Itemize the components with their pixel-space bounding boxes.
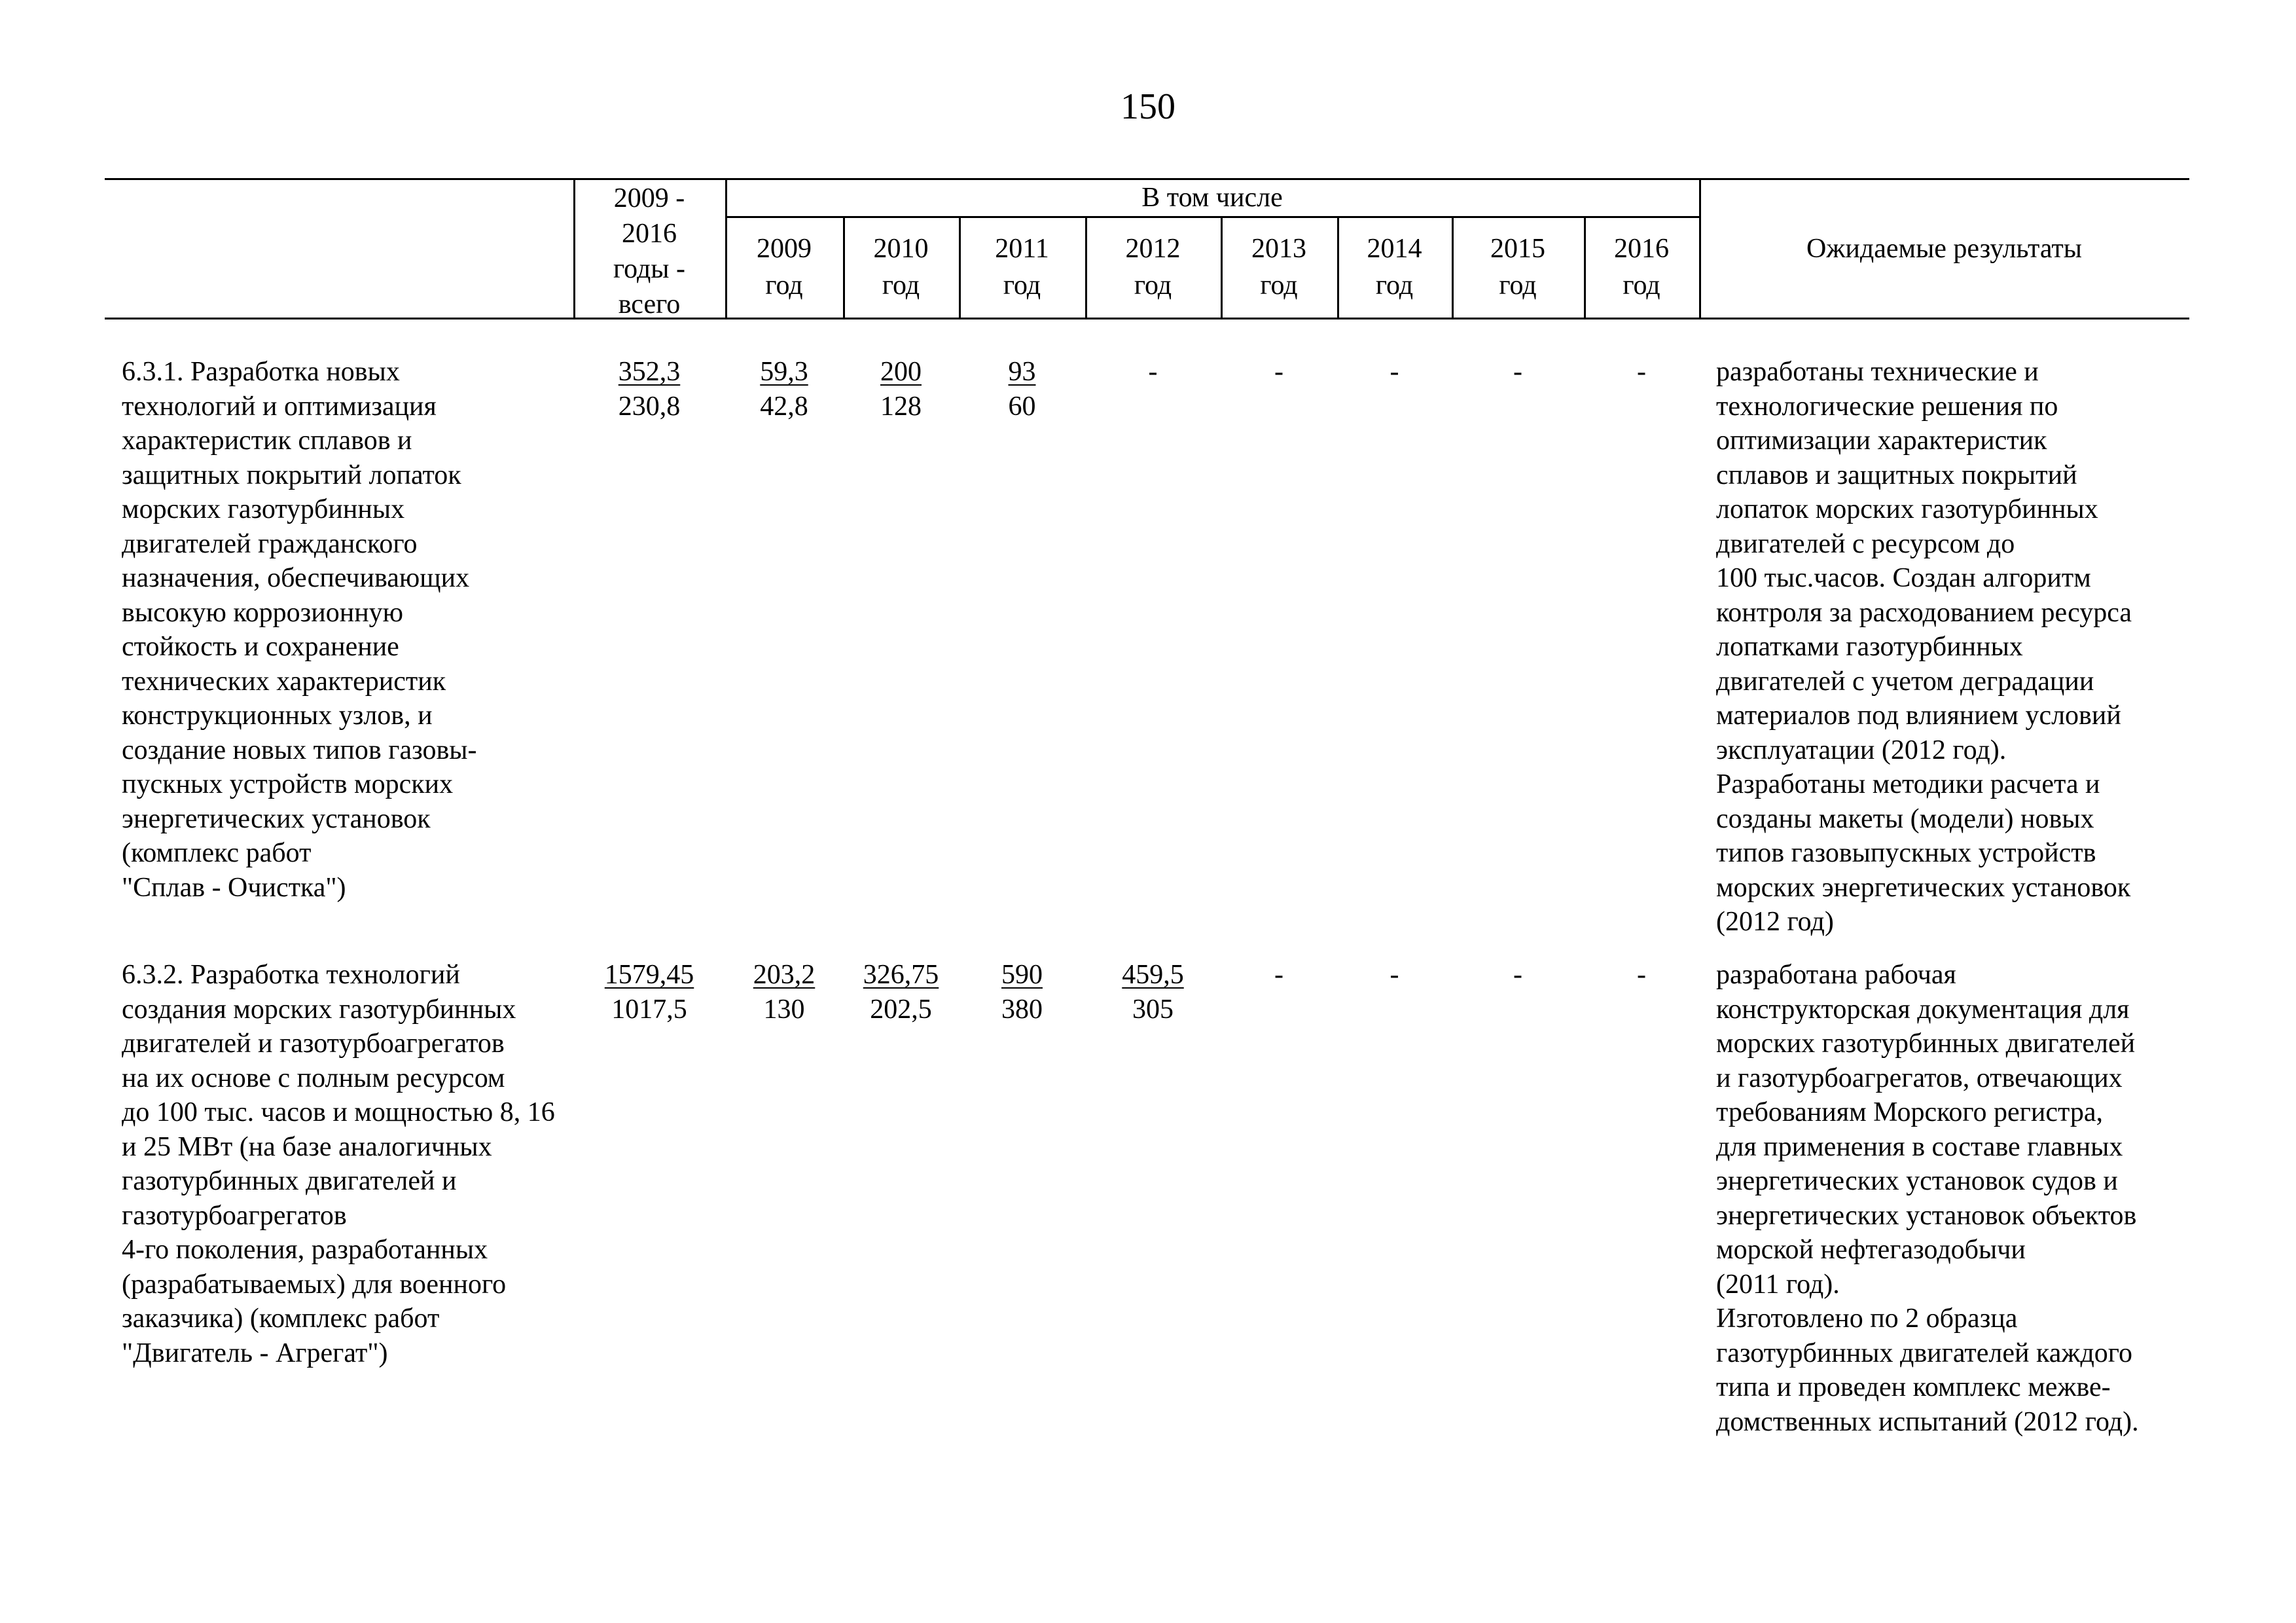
row-total [573, 355, 725, 424]
row-results: разработаны технические и технологические решения по оптимизации характеристик сплавов и защитных покрытий лопаток морских газотурбинных двигателей с ресурсом до 100 тыс.часов. Создан алгоритм контроля за расходованием ресурса лопатками газотурбинных двигателей с учетом деградации материалов под влиянием условий эксплуатации (2012 год). Разработаны методики расчета и созданы макеты (модели) новых типов газовыпускных устройств морских энергетических установок (2012 год) [1716, 357, 2132, 937]
header-year-2009: 2009 год [757, 234, 812, 301]
row-year-2013 [1221, 355, 1337, 390]
row-year-2011 [959, 355, 1085, 424]
row-year-2012 [1085, 958, 1221, 1027]
year-value: 459,5 [1122, 960, 1184, 990]
year-value: 590 [1001, 960, 1043, 990]
header-total: 2009 - 2016 годы - всего [613, 183, 686, 319]
year-dash: - [1513, 357, 1522, 387]
row-total [573, 958, 725, 1027]
total-value: 352,3 [618, 357, 681, 387]
row-year-2012 [1085, 355, 1221, 390]
year-subvalue: 130 [763, 994, 805, 1025]
total-subvalue: 1017,5 [611, 994, 687, 1025]
year-subvalue: 380 [1001, 994, 1043, 1025]
total-subvalue: 230,8 [618, 391, 681, 422]
header-year-2013: 2013 год [1251, 234, 1306, 301]
row-title: 6.3.2. Разработка технологий создания морских газотурбинных двигателей и газотурбоагрегатов на их основе с полным ресурсом до 100 тыс. часов и мощностью 8, 16 и 25 МВт (на базе аналогичных газотурбинных двигателей и газотурбоагрегатов 4-го поколения, разработанных (разрабатываемых) для военного заказчика) (комплекс работ "Двигатель - Агрегат") [122, 960, 555, 1368]
page-number: 150 [1121, 86, 1175, 127]
row-title: 6.3.1. Разработка новых технологий и оптимизация характеристик сплавов и защитных покрытий лопаток морских газотурбинных двигателей гражданского назначения, обеспечивающих высокую коррозионную стойкость и сохранение технических характеристик конструкционных узлов, и создание новых типов газовы- пускных устройств морских энергетических установок (комплекс работ "Сплав - Очистка") [122, 357, 477, 903]
year-subvalue: 60 [1008, 391, 1036, 422]
year-value: 203,2 [753, 960, 816, 990]
row-year-2010 [843, 958, 959, 1027]
year-dash: - [1274, 960, 1283, 990]
year-value: 200 [880, 357, 922, 387]
header-results: Ожидаемые результаты [1806, 234, 2082, 264]
header-year-2012: 2012 год [1125, 234, 1181, 301]
year-dash: - [1637, 960, 1646, 990]
subheader-rule [725, 216, 1699, 218]
row-results: разработана рабочая конструкторская документация для морских газотурбинных двигателей и газотурбоагрегатов, отвечающих требованиям Морского регистра, для применения в составе главных энергетических установок судов и энергетических установок объектов морской нефтегазодобычи (2011 год). Изготовлено по 2 образца газотурбинных двигателей каждого типа и проведен комплекс межве- домственных испытаний (2012 год). [1716, 960, 2139, 1437]
year-subvalue: 202,5 [870, 994, 932, 1025]
row-year-2011 [959, 958, 1085, 1027]
header-group: В том числе [1141, 183, 1283, 213]
row-year-2013 [1221, 958, 1337, 993]
year-subvalue: 305 [1132, 994, 1174, 1025]
year-dash: - [1390, 357, 1399, 387]
row-year-2015 [1452, 958, 1584, 993]
row-year-2009 [725, 958, 843, 1027]
row-year-2014 [1337, 355, 1452, 390]
year-value: 326,75 [863, 960, 939, 990]
year-dash: - [1148, 357, 1158, 387]
row-year-2016 [1584, 355, 1699, 390]
row-year-2016 [1584, 958, 1699, 993]
row-year-2010 [843, 355, 959, 424]
year-dash: - [1274, 357, 1283, 387]
header-year-2016: 2016 год [1614, 234, 1669, 301]
total-value: 1579,45 [604, 960, 694, 990]
row-year-2014 [1337, 958, 1452, 993]
year-value: 59,3 [760, 357, 808, 387]
year-dash: - [1513, 960, 1522, 990]
header-year-2015: 2015 год [1490, 234, 1545, 301]
header-year-2010: 2010 год [873, 234, 929, 301]
header-year-2011: 2011 год [995, 234, 1049, 301]
year-dash: - [1390, 960, 1399, 990]
row-year-2015 [1452, 355, 1584, 390]
year-subvalue: 128 [880, 391, 922, 422]
row-year-2009 [725, 355, 843, 424]
year-subvalue: 42,8 [760, 391, 808, 422]
header-year-2014: 2014 год [1367, 234, 1422, 301]
year-dash: - [1637, 357, 1646, 387]
year-value: 93 [1008, 357, 1036, 387]
table-header-bottom-rule [105, 318, 2189, 319]
